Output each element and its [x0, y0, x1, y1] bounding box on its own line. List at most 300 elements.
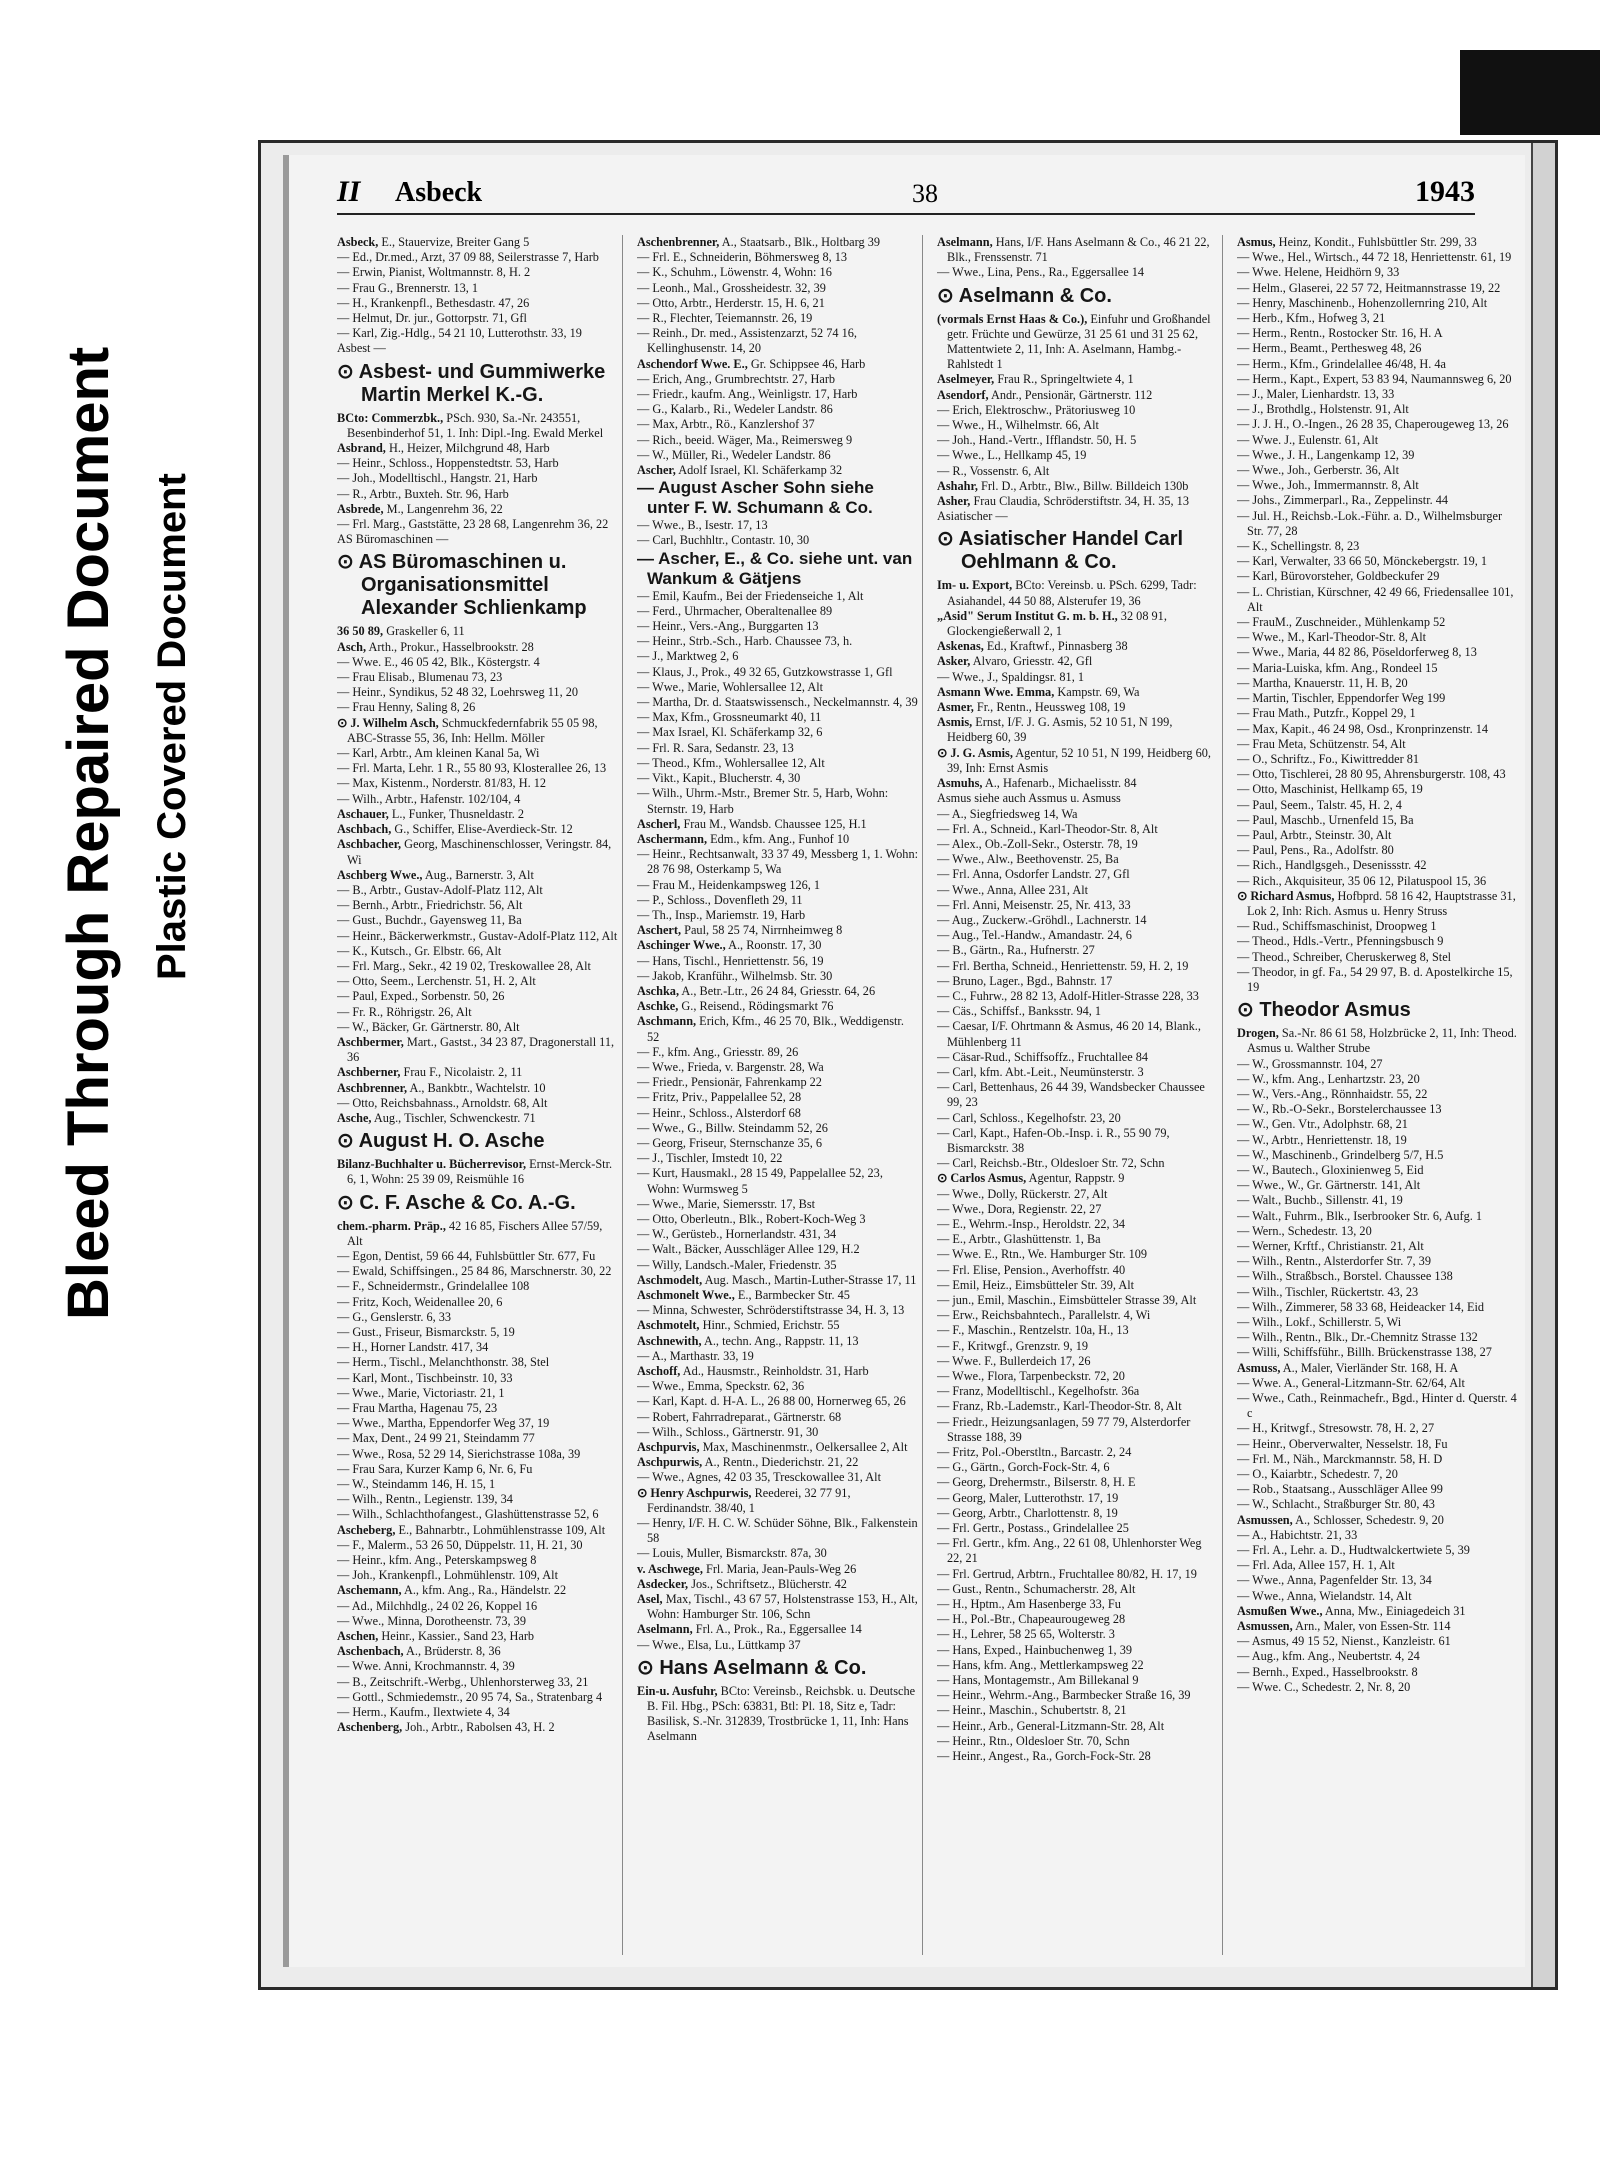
directory-entry: — Wwe., Maria, 44 82 86, Pöseldorferweg 8, 13	[1237, 645, 1477, 660]
directory-entry: Asker, Alvaro, Griesstr. 42, Gfl	[937, 654, 1093, 669]
directory-entry: — Werner, Krftf., Christianstr. 21, Alt	[1237, 1239, 1424, 1253]
directory-entry: — Otto, Seem., Lerchenstr. 51, H. 2, Alt	[337, 974, 536, 989]
directory-entry: — Heinr., Maschin., Schubertstr. 8, 21	[937, 1703, 1127, 1718]
directory-entry: ⊙ Richard Asmus, Hofbprd. 58 16 42, Hauptstrasse 31, Lok 2, Inh: Rich. Asmus u. Henry Struss	[1237, 888, 1516, 918]
directory-entry: — Fr. R., Röhrigstr. 26, Alt	[337, 1004, 472, 1019]
directory-entry: — R., Arbtr., Buxteh. Str. 96, Harb	[337, 486, 509, 501]
directory-entry: — Wwe., Dora, Regienstr. 22, 27	[937, 1201, 1102, 1216]
directory-entry: — Wwe. Anni, Krochmannstr. 4, 39	[337, 1659, 515, 1674]
advertisement-entry: ⊙ Theodor Asmus	[1237, 999, 1411, 1022]
directory-entry: — Wwe., B., Isestr. 17, 13	[637, 518, 768, 533]
directory-entry: — Ascher, E., & Co. siehe unt. van Wankum & Gätjens	[637, 548, 913, 588]
advertisement-entry: ⊙ Hans Aselmann & Co.	[637, 1656, 867, 1679]
directory-entry: — Erich, Ang., Grumbrechtstr. 27, Harb	[637, 371, 836, 386]
directory-entry: — Friedr., Pensionär, Fahrenkamp 22	[637, 1075, 822, 1090]
advertisement-entry: ⊙ Asbest- und Gummiwerke Martin Merkel K.-G.	[337, 360, 606, 406]
directory-entry: — H., Horner Landstr. 417, 34	[337, 1340, 489, 1355]
directory-entry: Ein-u. Ausfuhr, BCto: Vereinsb., Reichsbk. u. Deutsche B. Fil. Hbg., PSch: 63831, Btl: Pl. 18, Sitz e, Tadr: Basilisk, S.-Nr. 312839, Trostbrücke 1, 11, Inh: Hans Aselmann	[637, 1683, 916, 1744]
directory-entry: — Wwe., Emma, Speckstr. 62, 36	[637, 1379, 805, 1394]
directory-entry: Ascher, Adolf Israel, Kl. Schäferkamp 32	[637, 463, 843, 478]
directory-entry: — Wwe., Joh., Immermannstr. 8, Alt	[1237, 478, 1419, 493]
directory-entry: Aschoff, Ad., Hausmstr., Reinholdstr. 31, Harb	[637, 1364, 869, 1379]
directory-entry: — F., Maschin., Rentzelstr. 10a, H., 13	[937, 1323, 1129, 1338]
directory-entry: Aschmann, Erich, Kfm., 46 25 70, Blk., Weddigenstr. 52	[637, 1014, 904, 1044]
directory-entry: — K., Schellingstr. 8, 23	[1237, 539, 1360, 554]
directory-entry: — Carl, kfm. Abt.-Leit., Neumünsterstr. 3	[937, 1064, 1144, 1079]
directory-entry: — Frl. Gertr., kfm. Ang., 22 61 08, Uhlenhorster Weg 22, 21	[937, 1536, 1202, 1566]
directory-entry: — Hans, Montagemstr., Am Billekanal 9	[937, 1673, 1139, 1688]
directory-entry: Bilanz-Buchhalter u. Bücherrevisor, Ernst-Merck-Str. 6, 1, Wohn: 25 39 09, Reismühle 16	[337, 1157, 613, 1187]
directory-entry: — W., Arbtr., Henriettenstr. 18, 19	[1237, 1132, 1407, 1147]
directory-entry: — Carl, Buchhltr., Contastr. 10, 30	[637, 533, 810, 548]
directory-entry: — Otto, Maschinist, Hellkamp 65, 19	[1237, 782, 1423, 797]
directory-entry: — Martha, Knauerstr. 11, H. B, 20	[1237, 675, 1408, 690]
directory-entry: — Helm., Glaserei, 22 57 72, Heitmannstrasse 19, 22	[1237, 280, 1501, 295]
directory-entry: — Wwe., Cath., Reinmachefr., Bgd., Hinter d. Querstr. 4 c	[1237, 1391, 1517, 1421]
directory-entry: — Heinr., Angest., Ra., Gorch-Fock-Str. 28	[937, 1749, 1151, 1764]
directory-entry: Asmussen, Arn., Maler, von Essen-Str. 114	[1237, 1619, 1451, 1634]
directory-entry: — Heinr., Schloss., Hoppenstedtstr. 53, Harb	[337, 456, 559, 471]
directory-entry: — Carl, Reichsb.-Btr., Oldesloer Str. 72, Schn	[937, 1156, 1165, 1171]
directory-entry: Asbrand, H., Heizer, Milchgrund 48, Harb	[337, 441, 550, 456]
directory-entry: — O., Kaiarbtr., Schedestr. 7, 20	[1237, 1467, 1398, 1482]
directory-entry: Aschbrenner, A., Bankbtr., Wachtelstr. 10	[337, 1080, 546, 1095]
directory-entry: Aschbermer, Mart., Gastst., 34 23 87, Dragonerstall 11, 36	[337, 1034, 615, 1065]
directory-entry: — Wwe., M., Karl-Theodor-Str. 8, Alt	[1237, 630, 1427, 645]
directory-entry: Aschpurvis, Max, Maschinenmstr., Oelkersallee 2, Alt	[637, 1440, 908, 1455]
directory-entry: — Gust., Friseur, Bismarckstr. 5, 19	[337, 1324, 515, 1339]
directory-entry: — Wwe., L., Hellkamp 45, 19	[937, 448, 1087, 463]
directory-entry: — Georg, Arbtr., Charlottenstr. 8, 19	[937, 1505, 1118, 1520]
directory-entry: — O., Schriftz., Fo., Kiwittredder 81	[1237, 751, 1420, 766]
directory-entry: — Frl. A., Schneid., Karl-Theodor-Str. 8, Alt	[937, 821, 1158, 836]
directory-entry: — Gust., Buchdr., Gayensweg 11, Ba	[337, 913, 522, 928]
directory-entry: Aselmeyer, Frau R., Springeltwiete 4, 1	[937, 372, 1134, 387]
directory-entry: Asmuhs, A., Hafenarb., Michaelisstr. 84	[937, 776, 1137, 791]
directory-entry: — Rich., Handlgsgeh., Desenissstr. 42	[1237, 858, 1427, 873]
directory-entry: — Herm., Rentn., Rostocker Str. 16, H. A	[1237, 326, 1443, 341]
directory-entry: — Leonh., Mal., Grossheidestr. 32, 39	[637, 280, 826, 295]
directory-entry: — Wwe., Flora, Tarpenbeckstr. 72, 20	[937, 1369, 1125, 1384]
page-edge	[1531, 143, 1555, 1987]
directory-entry: — Wern., Schedestr. 13, 20	[1237, 1223, 1372, 1238]
directory-entry: — Bernh., Arbtr., Friedrichstr. 56, Alt	[337, 898, 523, 913]
directory-entry: — Heinr., Arb., General-Litzmann-Str. 28, Alt	[937, 1718, 1165, 1733]
directory-entry: — Th., Insp., Mariemstr. 19, Harb	[637, 907, 806, 922]
directory-entry: — Heinr., Schloss., Alsterdorf 68	[637, 1105, 801, 1120]
directory-entry: Asmus siehe auch Assmus u. Asmuss	[937, 791, 1121, 806]
directory-entry: Askenas, Ed., Kraftwf., Pinnasberg 38	[937, 639, 1128, 654]
directory-entry: — Hans, Tischl., Henriettenstr. 56, 19	[637, 953, 824, 968]
directory-entry: Asch, Arth., Prokur., Hasselbrookstr. 28	[337, 639, 534, 654]
directory-entry: — Heinr., Vers.-Ang., Burggarten 13	[637, 619, 819, 634]
column-4	[1237, 235, 1523, 1955]
directory-entry: — Wwe., Anna, Allee 231, Alt	[937, 882, 1089, 897]
scanned-page	[258, 140, 1558, 1990]
directory-entry: — W., Steindamm 146, H. 15, 1	[337, 1477, 496, 1492]
directory-entry: — Wwe., Joh., Gerberstr. 36, Alt	[1237, 463, 1400, 478]
directory-entry: — Heinr., Rtn., Oldesloer Str. 70, Schn	[937, 1733, 1130, 1748]
directory-entry: — Willi, Schiffsführ., Billh. Brückenstrasse 138, 27	[1237, 1345, 1492, 1360]
directory-entry: — Fritz, Priv., Pappelallee 52, 28	[637, 1090, 802, 1105]
directory-entry: BCto: Commerzbk., PSch. 930, Sa.-Nr. 243551, Besenbinderhof 51, 1. Inh: Dipl.-Ing. Ewald Merkel	[337, 410, 604, 440]
directory-entry: Aschnewith, A., techn. Ang., Rappstr. 11, 13	[637, 1333, 859, 1348]
directory-entry: — Gottl., Schmiedemstr., 20 95 74, Sa., Stratenbarg 4	[337, 1689, 603, 1704]
directory-entry: — Henry, I/F. H. C. W. Schüder Söhne, Blk., Falkenstein 58	[637, 1516, 918, 1546]
directory-entry: — P., Schloss., Dovenfleth 29, 11	[637, 892, 803, 907]
directory-entry: — L. Christian, Kürschner, 42 49 66, Friedensallee 101, Alt	[1237, 584, 1514, 614]
directory-entry: — Frau Math., Putzfr., Koppel 29, 1	[1237, 706, 1416, 721]
stamp-bleed-through: Bleed Through Repaired Document	[56, 346, 121, 1320]
directory-entry: — H., Kritwgf., Stresowstr. 78, H. 2, 27	[1237, 1421, 1435, 1436]
directory-entry: — Frau Martha, Hagenau 75, 23	[337, 1401, 498, 1415]
directory-entry: — Erw., Reichsbahntech., Parallelstr. 4, Wi	[937, 1308, 1151, 1323]
page-header	[337, 173, 1475, 215]
directory-entry: — Erich, Elektroschw., Prätoriusweg 10	[937, 402, 1136, 417]
directory-entry: — Caesar, I/F. Ohrtmann & Asmus, 46 20 14, Blank., Mühlenberg 11	[937, 1019, 1201, 1049]
directory-entry: — W., Gen. Vtr., Adolphstr. 68, 21	[1237, 1117, 1408, 1132]
directory-entry: Aschmodelt, Aug. Masch., Martin-Luther-Strasse 17, 11	[637, 1272, 917, 1287]
directory-entry: — Ed., Dr.med., Arzt, 37 09 88, Seilerstrasse 7, Harb	[337, 250, 599, 265]
directory-entry: — Klaus, J., Prok., 49 32 65, Gutzkowstrasse 1, Gfl	[637, 664, 893, 679]
directory-entry: — B., Zeitschrift.-Werbg., Uhlenhorsterweg 33, 21	[337, 1674, 589, 1689]
directory-entry: — Wwe., Marie, Wohlersallee 12, Alt	[637, 679, 824, 694]
directory-entry: Aschmonelt Wwe., E., Barmbecker Str. 45	[637, 1288, 850, 1302]
directory-entry: Asmuss, A., Maler, Vierländer Str. 168, H. A	[1237, 1360, 1459, 1375]
directory-entry: — Heinr., Oberverwalter, Nesselstr. 18, Fu	[1237, 1436, 1448, 1451]
directory-entry: — Ewald, Schiffsingen., 25 84 86, Marschnerstr. 30, 22	[337, 1264, 612, 1279]
directory-entry: — Karl, Bürovorsteher, Goldbeckufer 29	[1237, 569, 1440, 584]
directory-entry: — Wwe. E., 46 05 42, Blk., Köstergstr. 4	[337, 654, 540, 669]
directory-entry: Asmus, Heinz, Kondit., Fuhlsbüttler Str. 299, 33	[1237, 235, 1477, 249]
directory-entry: — C., Fuhrw., 28 82 13, Adolf-Hitler-Strasse 228, 33	[937, 988, 1199, 1003]
directory-entry: Aschke, G., Reisend., Rödingsmarkt 76	[637, 999, 834, 1014]
directory-entry: — Wwe., Rosa, 52 29 14, Sierichstrasse 108a, 39	[337, 1446, 581, 1461]
directory-entry: — Aug., kfm. Ang., Neubertstr. 4, 24	[1237, 1649, 1420, 1664]
directory-entry: ⊙ J. G. Asmis, Agentur, 52 10 51, N 199, Heidberg 60, 39, Inh: Ernst Asmis	[937, 745, 1211, 775]
directory-entry: — Wwe., Marie, Victoriastr. 21, 1	[337, 1385, 505, 1400]
directory-entry: — Wwe. Helene, Heidhörn 9, 33	[1237, 265, 1400, 280]
directory-entry: — G., Genslerstr. 6, 33	[337, 1309, 452, 1324]
directory-entry: — Wilh., Straßbsch., Borstel. Chaussee 138	[1237, 1269, 1453, 1284]
directory-entry: — Heinr., Bäckerwerkmstr., Gustav-Adolf-Platz 112, Alt	[337, 928, 618, 943]
directory-entry: AS Büromaschinen —	[337, 532, 449, 547]
directory-entry: — Wwe., Elsa, Lu., Lüttkamp 37	[637, 1637, 801, 1652]
directory-entry: — Johs., Zimmerparl., Ra., Zeppelinstr. 44	[1237, 493, 1449, 508]
directory-entry: — Karl, Zig.-Hdlg., 54 21 10, Lutterothstr. 33, 19	[337, 326, 582, 341]
directory-entry: — F., Kritwgf., Grenzstr. 9, 19	[937, 1338, 1089, 1353]
directory-entry: — Frl. Marta, Lehr. 1 R., 55 80 93, Klosterallee 26, 13	[337, 761, 607, 776]
directory-entry: — Carl, Schloss., Kegelhofstr. 23, 20	[937, 1110, 1121, 1125]
column-2	[637, 235, 923, 1955]
directory-entry: — Otto, Reichsbahnass., Arnoldstr. 68, Alt	[337, 1095, 548, 1110]
directory-entry: Aschmotelt, Hinr., Schmied, Erichstr. 55	[637, 1318, 840, 1333]
directory-entry: Asbrede, M., Langenrehm 36, 22	[337, 501, 503, 516]
directory-entry: — Reinh., Dr. med., Assistenzarzt, 52 74 16, Kellinghusenstr. 14, 20	[637, 326, 857, 356]
directory-entry: — Theod., Hdls.-Vertr., Pfenningsbusch 9	[1237, 934, 1444, 949]
directory-entry: — Frau Henny, Saling 8, 26	[337, 700, 476, 715]
directory-entry: — H., Pol.-Btr., Chapeaurougeweg 28	[937, 1612, 1126, 1627]
directory-entry: — Frau Elisab., Blumenau 73, 23	[337, 670, 503, 685]
directory-entry: — Frl. Elise, Pension., Averhoffstr. 40	[937, 1262, 1126, 1277]
year: 1943	[1415, 175, 1475, 208]
directory-entry: — Cäs., Schiffsf., Banksstr. 94, 1	[937, 1004, 1102, 1019]
directory-entry: Asel, Max, Tischl., 43 67 57, Holstenstrasse 153, H., Alt, Wohn: Hamburger Str. 106, Schn	[637, 1592, 918, 1622]
directory-entry: — Wwe., H., Wilhelmstr. 66, Alt	[937, 418, 1099, 433]
directory-entry: — Minna, Schwester, Schröderstiftstrasse 34, H. 3, 13	[637, 1303, 905, 1318]
directory-entry: Im- u. Export, BCto: Vereinsb. u. PSch. 6299, Tadr: Asiahandel, 44 50 88, Alsterufer 19, 36	[937, 578, 1197, 608]
directory-entry: Aschpurwis, A., Rentn., Diederichstr. 21, 22	[637, 1455, 859, 1470]
directory-entry: — F., Schneidermstr., Grindelallee 108	[337, 1279, 530, 1294]
directory-entry: — Paul, Arbtr., Steinstr. 30, Alt	[1237, 827, 1392, 842]
directory-entry: — J., Tischler, Imstedt 10, 22	[637, 1151, 783, 1166]
directory-entry: — Gust., Rentn., Schumacherstr. 28, Alt	[937, 1581, 1136, 1596]
directory-entry: Asmann Wwe. Emma, Kampstr. 69, Wa	[937, 684, 1140, 699]
directory-entry: — F., kfm. Ang., Griesstr. 89, 26	[637, 1044, 799, 1059]
directory-entry: — Bruno, Lager., Bgd., Bahnstr. 17	[937, 973, 1113, 988]
directory-entry: Aschberg Wwe., Aug., Barnerstr. 3, Alt	[337, 867, 534, 882]
directory-entry: chem.-pharm. Präp., 42 16 85, Fischers Allee 57/59, Alt	[337, 1218, 603, 1248]
directory-entry: — J., Marktweg 2, 6	[637, 649, 739, 664]
directory-entry: — Otto, Tischlerei, 28 80 95, Ahrensburgerstr. 108, 43	[1237, 767, 1506, 782]
directory-entry: — Herm., Tischl., Melanchthonstr. 38, Stel	[337, 1355, 550, 1370]
directory-entry: — Emil, Heiz., Eimsbütteler Str. 39, Alt	[937, 1277, 1135, 1292]
directory-entry: — B., Arbtr., Gustav-Adolf-Platz 112, Alt	[337, 882, 543, 897]
directory-entry: Aschinger Wwe., A., Roonstr. 17, 30	[637, 938, 822, 953]
directory-entry: — Heinr., Rechtsanwalt, 33 37 49, Messberg 1, 1. Wohn: 28 76 98, Osterkamp 5, Wa	[637, 847, 919, 877]
advertisement-entry: ⊙ Aselmann & Co.	[937, 284, 1112, 307]
directory-entry: — Wwe., Lina, Pens., Ra., Eggersallee 14	[937, 265, 1145, 280]
directory-entry: — Egon, Dentist, 59 66 44, Fuhlsbüttler Str. 677, Fu	[337, 1248, 596, 1263]
directory-entry: — Martha, Dr. d. Staatswissensch., Neckelmannstr. 4, 39	[637, 695, 918, 710]
directory-entry: — Max, Kapit., 46 24 98, Osd., Kronprinzenstr. 14	[1237, 721, 1489, 736]
directory-entry: — Paul, Seem., Talstr. 45, H. 2, 4	[1237, 797, 1402, 812]
advertisement-entry: ⊙ AS Büromaschinen u. Organisationsmittel Alexander Schlienkamp	[337, 551, 587, 620]
directory-entry: — Joh., Krankenpfl., Lohmühlenstr. 109, Alt	[337, 1568, 558, 1583]
directory-entry: — Georg, Friseur, Sternschanze 35, 6	[637, 1135, 823, 1150]
directory-entry: — Joh., Modelltischl., Hangstr. 21, Harb	[337, 471, 538, 486]
directory-entry: Asmer, Fr., Rentn., Heussweg 108, 19	[937, 700, 1126, 715]
directory-entry: — Wwe., Frieda, v. Bargenstr. 28, Wa	[637, 1059, 824, 1074]
directory-entry: — Erwin, Pianist, Woltmannstr. 8, H. 2	[337, 265, 531, 280]
directory-entry: — Aug., Tel.-Handw., Amandastr. 24, 6	[937, 928, 1132, 943]
directory-entry: — Wwe. E., Rtn., We. Hamburger Str. 109	[937, 1247, 1148, 1262]
directory-entry: — Frau G., Brennerstr. 13, 1	[337, 280, 479, 295]
advertisement-entry: ⊙ C. F. Asche & Co. A.-G.	[337, 1191, 576, 1214]
directory-entry: — Wwe., Martha, Eppendorfer Weg 37, 19	[337, 1416, 550, 1431]
directory-entry: — Karl, Mont., Tischbeinstr. 10, 33	[337, 1370, 513, 1385]
directory-entry: — Rud., Schiffsmaschinist, Droopweg 1	[1237, 919, 1437, 934]
directory-entry: — Max, Kistenm., Norderstr. 81/83, H. 12	[337, 776, 547, 791]
directory-entry: — Walt., Fuhrm., Blk., Iserbrooker Str. 6, Aufg. 1	[1237, 1208, 1483, 1223]
directory-entry: — Henry, Maschinenb., Hohenzollernring 210, Alt	[1237, 295, 1488, 310]
directory-entry: — Carl, Kapt., Hafen-Ob.-Insp. i. R., 55 90 79, Bismarckstr. 38	[937, 1125, 1170, 1155]
directory-entry: — Karl, Verwalter, 33 66 50, Mönckebergstr. 19, 1	[1237, 554, 1488, 569]
directory-entry: — Theod., Kfm., Wohlersallee 12, Alt	[637, 755, 825, 770]
directory-entry: Ascherl, Frau M., Wandsb. Chaussee 125, H.1	[637, 816, 867, 831]
directory-entry: — Frl. Marg., Gaststätte, 23 28 68, Langenrehm 36, 22	[337, 517, 609, 532]
directory-entry: — Herm., Beamt., Perthesweg 48, 26	[1237, 341, 1422, 356]
directory-entry: — Heinr., Strb.-Sch., Harb. Chaussee 73, h.	[637, 634, 853, 649]
directory-entry: — Karl, Kapt. d. H-A. L., 26 88 00, Hornerweg 65, 26	[637, 1394, 906, 1409]
directory-entry: — Heinr., Wehrm.-Ang., Barmbecker Straße 16, 39	[937, 1688, 1191, 1703]
directory-entry: — W., Vers.-Ang., Rönnhaidstr. 55, 22	[1237, 1086, 1428, 1101]
directory-entry: Aschemann, A., kfm. Ang., Ra., Händelstr. 22	[337, 1583, 567, 1598]
directory-entry: — Willy, Landsch.-Maler, Friedenstr. 35	[637, 1257, 837, 1272]
directory-entry: (vormals Ernst Haas & Co.), Einfuhr und Großhandel getr. Früchte und Gewürze, 31 25 61 und 31 25 62, Mattentwiete 2, 11, Inh: A. Aselmann, Hambg.-Rahlstedt 1	[937, 311, 1211, 372]
directory-entry: — Hans, kfm. Ang., Mettlerkampsweg 22	[937, 1657, 1144, 1672]
scan-shadow	[1460, 50, 1600, 135]
directory-entry: Aschenbrenner, A., Staatsarb., Blk., Holtbarg 39	[637, 235, 880, 249]
directory-entry: Asbeck, E., Stauervize, Breiter Gang 5	[337, 235, 530, 249]
directory-entry: Aschen, Heinr., Kassier., Sand 23, Harb	[337, 1629, 535, 1644]
section-number: II	[337, 175, 361, 208]
directory-entry: — Wwe. C., Schedestr. 2, Nr. 8, 20	[1237, 1679, 1411, 1694]
archive-stamp	[55, 346, 255, 1320]
directory-entry: Aschendorf Wwe. E., Gr. Schippsee 46, Harb	[637, 356, 866, 371]
directory-entry: Asdecker, Jos., Schriftsetz., Blücherstr. 42	[637, 1576, 847, 1591]
directory-entry: Aschenbach, A., Brüderstr. 8, 36	[337, 1644, 501, 1659]
directory-entry: — Kurt, Hausmakl., 28 15 49, Pappelallee 52, 23, Wohn: Wurmsweg 5	[637, 1166, 883, 1196]
directory-entry: — Robert, Fahrradreparat., Gärtnerstr. 68	[637, 1409, 842, 1424]
directory-entry: — Wwe., Alw., Beethovenstr. 25, Ba	[937, 852, 1119, 867]
advertisement-entry: ⊙ Asiatischer Handel Carl Oehlmann & Co.	[937, 528, 1184, 574]
directory-entry: — Cäsar-Rud., Schiffsoffz., Fruchtallee 84	[937, 1049, 1149, 1064]
advertisement-entry: ⊙ August H. O. Asche	[337, 1130, 545, 1153]
directory-entry: — K., Kutsch., Gr. Elbstr. 66, Alt	[337, 943, 502, 958]
directory-entry: — FrauM., Zuschneider., Mühlenkamp 52	[1237, 615, 1446, 630]
directory-entry: Asiatischer —	[937, 509, 1008, 524]
directory-entry: ⊙ J. Wilhelm Asch, Schmuckfedernfabrik 55 05 98, ABC-Strasse 55, 36, Inh: Hellm. Möller	[337, 715, 598, 745]
directory-entry: — W., Müller, Ri., Wedeler Landstr. 86	[637, 447, 831, 462]
directory-entry: — B., Gärtn., Ra., Hufnerstr. 27	[937, 943, 1095, 958]
directory-entry: — Wwe. A., General-Litzmann-Str. 62/64, Alt	[1237, 1375, 1465, 1390]
directory-entry: Asmis, Ernst, I/F. J. G. Asmis, 52 10 51, N 199, Heidberg 60, 39	[937, 715, 1173, 745]
page-paper	[283, 155, 1525, 1967]
directory-entry: Aschert, Paul, 58 25 74, Nirrnheimweg 8	[637, 923, 843, 938]
directory-entry: — Frau Sara, Kurzer Kamp 6, Nr. 6, Fu	[337, 1461, 533, 1476]
directory-entry: — E., Wehrm.-Insp., Heroldstr. 22, 34	[937, 1216, 1125, 1231]
directory-entry: — Paul, Exped., Sorbenstr. 50, 26	[337, 989, 505, 1004]
directory-entry: — Wilh., Rentn., Legienstr. 139, 34	[337, 1492, 513, 1507]
directory-entry: — Wilh., Rentn., Alsterdorfer Str. 7, 39	[1237, 1254, 1431, 1269]
directory-entry: — Franz, Rb.-Lademstr., Karl-Theodor-Str. 8, Alt	[937, 1399, 1182, 1414]
directory-entry: — Maria-Luiska, kfm. Ang., Rondeel 15	[1237, 660, 1438, 675]
directory-entry: ⊙ Henry Aschpurwis, Reederei, 32 77 91, Ferdinandstr. 38/40, 1	[637, 1485, 851, 1515]
directory-entry: — Wilh., Uhrm.-Mstr., Bremer Str. 5, Harb, Wohn: Sternstr. 19, Harb	[637, 786, 889, 816]
stamp-plastic-covered: Plastic Covered Document	[150, 473, 194, 980]
directory-entry: — Frl. Ada, Allee 157, H. 1, Alt	[1237, 1558, 1395, 1573]
directory-entry: — Frl. Gertr., Postass., Grindelallee 25	[937, 1521, 1129, 1536]
directory-entry: — Wilh., Schloss., Gärtnerstr. 91, 30	[637, 1424, 819, 1439]
directory-entry: — G., Gärtn., Gorch-Fock-Str. 4, 6	[937, 1460, 1110, 1475]
directory-entry: — Wwe., Agnes, 42 03 35, Tresckowallee 31, Alt	[637, 1470, 881, 1485]
directory-entry: — jun., Emil, Maschin., Eimsbütteler Strasse 39, Alt	[937, 1293, 1197, 1307]
directory-entry: — Wwe. F., Bullerdeich 17, 26	[937, 1353, 1091, 1368]
directory-entry: — Frau M., Heidenkampsweg 126, 1	[637, 877, 821, 892]
directory-entry: „Asid" Serum Institut G. m. b. H., 32 08 91, Glockengießerwall 2, 1	[937, 608, 1167, 639]
directory-entry: — W., Bäcker, Gr. Gärtnerstr. 80, Alt	[337, 1019, 520, 1034]
directory-entry: — Max Israel, Kl. Schäferkamp 32, 6	[637, 725, 823, 740]
directory-entry: Asher, Frau Claudia, Schröderstiftstr. 34, H. 35, 13	[937, 494, 1189, 509]
directory-entry: — Wwe., Anna, Pagenfelder Str. 13, 34	[1237, 1573, 1432, 1588]
directory-entry: — Frl. M., Näh., Marckmannstr. 58, H. D	[1237, 1451, 1443, 1466]
directory-entry: — W., Maschinenb., Grindelberg 5/7, H.5	[1237, 1147, 1444, 1162]
directory-entry: — Ferd., Uhrmacher, Oberaltenallee 89	[637, 603, 833, 618]
directory-entry: — Walt., Bäcker, Ausschläger Allee 129, H.2	[637, 1242, 860, 1257]
directory-entry: — Carl, Bettenhaus, 26 44 39, Wandsbecker Chaussee 99, 23	[937, 1080, 1205, 1110]
directory-entry: — R., Vossenstr. 6, Alt	[937, 463, 1050, 478]
directory-entry: Aselmann, Hans, I/F. Hans Aselmann & Co., 46 21 22, Blk., Frenssenstr. 71	[937, 235, 1210, 265]
directory-entry: Aschenberg, Joh., Arbtr., Rabolsen 43, H. 2	[337, 1720, 555, 1735]
directory-entry: — Wilh., Tischler, Rückertstr. 43, 23	[1237, 1284, 1419, 1299]
directory-entry: — Paul, Pens., Ra., Adolfstr. 80	[1237, 843, 1394, 858]
directory-entry: Ascheberg, E., Bahnarbtr., Lohmühlenstrasse 109, Alt	[337, 1522, 606, 1537]
directory-entry: — Wwe., Hel., Wirtsch., 44 72 18, Henriettenstr. 61, 19	[1237, 250, 1512, 265]
directory-entry: — Jakob, Kranführ., Wilhelmsb. Str. 30	[637, 968, 833, 983]
directory-entry: — Frl. E., Schneiderin, Böhmersweg 8, 13	[637, 250, 848, 265]
directory-entry: — Emil, Kaufm., Bei der Friedenseiche 1, Alt	[637, 588, 864, 603]
directory-entry: — E., Arbtr., Glashüttenstr. 1, Ba	[937, 1232, 1101, 1247]
directory-entry: — Frl. Bertha, Schneid., Henriettenstr. 59, H. 2, 19	[937, 958, 1189, 973]
directory-entry: — Helmut, Dr. jur., Gottorpstr. 71, Gfl	[337, 311, 527, 326]
directory-entry: — Wilh., Lokf., Schillerstr. 5, Wi	[1237, 1315, 1402, 1330]
directory-entry: — J., Maler, Lienhardstr. 13, 33	[1237, 387, 1395, 402]
directory-entry: Asendorf, Andr., Pensionär, Gärtnerstr. 112	[937, 387, 1153, 402]
directory-entry: Aschbach, G., Schiffer, Elise-Averdieck-Str. 12	[337, 822, 573, 837]
directory-entry: — Aug., Zuckerw.-Gröhdl., Lachnerstr. 14	[937, 912, 1147, 927]
directory-entry: — Franz, Modelltischl., Kegelhofstr. 36a	[937, 1384, 1140, 1399]
directory-entry: — Wwe., J., Spaldingsr. 81, 1	[937, 669, 1084, 684]
directory-entry: — Frl. Gertrud, Arbtrn., Fruchtallee 80/82, H. 17, 19	[937, 1566, 1197, 1581]
column-3	[937, 235, 1223, 1955]
directory-entry: — Georg, Maler, Lutterothstr. 17, 19	[937, 1490, 1119, 1505]
directory-entry: Asmußen Wwe., Anna, Mw., Einiagedeich 31	[1237, 1603, 1466, 1618]
directory-entry: Asbest —	[337, 341, 386, 356]
directory-entry: — Max, Dent., 24 99 21, Steindamm 77	[337, 1431, 535, 1446]
directory-entry: Aschberner, Frau F., Nicolaistr. 2, 11	[337, 1065, 523, 1080]
directory-entry: — Wwe., Minna, Dorotheenstr. 73, 39	[337, 1613, 526, 1628]
directory-entry: — W., Rb.-O-Sekr., Borstelerchaussee 13	[1237, 1102, 1442, 1117]
directory-entry: — Alex., Ob.-Zoll-Sekr., Osterstr. 78, 19	[937, 836, 1138, 851]
directory-entry: — Jul. H., Reichsb.-Lok.-Führ. a. D., Wilhelmsburger Str. 77, 28	[1237, 508, 1503, 538]
directory-entry: — Fritz, Pol.-Oberstltn., Barcastr. 2, 24	[937, 1445, 1132, 1460]
directory-entry: — Herm., Kapt., Expert, 53 83 94, Naumannsweg 6, 20	[1237, 371, 1512, 386]
directory-entry: — Bernh., Exped., Hasselbrookstr. 8	[1237, 1664, 1418, 1679]
directory-entry: — W., Bautech., Gloxinienweg 5, Eid	[1237, 1162, 1424, 1177]
directory-entry: 36 50 89, Graskeller 6, 11	[337, 624, 465, 639]
directory-entry: — Herm., Kaufm., Ilextwiete 4, 34	[337, 1705, 510, 1720]
directory-entry: — Frau Meta, Schützenstr. 54, Alt	[1237, 736, 1406, 751]
directory-entry: — Paul, Maschb., Urnenfeld 15, Ba	[1237, 812, 1414, 827]
directory-entry: — Frl. Anni, Meisenstr. 25, Nr. 413, 33	[937, 897, 1131, 912]
column-1	[337, 235, 623, 1955]
directory-entry: — G., Kalarb., Ri., Wedeler Landstr. 86	[637, 402, 833, 417]
directory-entry: — F., Malerm., 53 26 50, Düppelstr. 11, H. 21, 30	[337, 1537, 583, 1552]
directory-entry: — Karl, Arbtr., Am kleinen Kanal 5a, Wi	[337, 746, 540, 761]
directory-entry: Aschbacher, Georg, Maschinenschlosser, Veringstr. 84, Wi	[337, 837, 612, 867]
directory-entry: — J., Brothdlg., Holstenstr. 91, Alt	[1237, 402, 1409, 417]
directory-entry: v. Aschwege, Frl. Maria, Jean-Pauls-Weg 26	[637, 1561, 857, 1576]
directory-entry: — H., Lehrer, 58 25 65, Wolterstr. 3	[937, 1627, 1115, 1642]
directory-entry: — Theodor, in gf. Fa., 54 29 97, B. d. Apostelkirche 15, 19	[1237, 964, 1513, 994]
directory-entry: — A., Marthastr. 33, 19	[637, 1348, 754, 1363]
directory-entry: Aschermann, Edm., kfm. Ang., Funhof 10	[637, 831, 850, 846]
directory-entry: Ashahr, Frl. D., Arbtr., Blw., Billw. Billdeich 130b	[937, 478, 1189, 493]
directory-entry: — Fritz, Koch, Weidenallee 20, 6	[337, 1294, 503, 1309]
running-head: Asbeck	[395, 177, 483, 208]
directory-entry: — Wwe., Marie, Siemersstr. 17, Bst	[637, 1196, 816, 1211]
